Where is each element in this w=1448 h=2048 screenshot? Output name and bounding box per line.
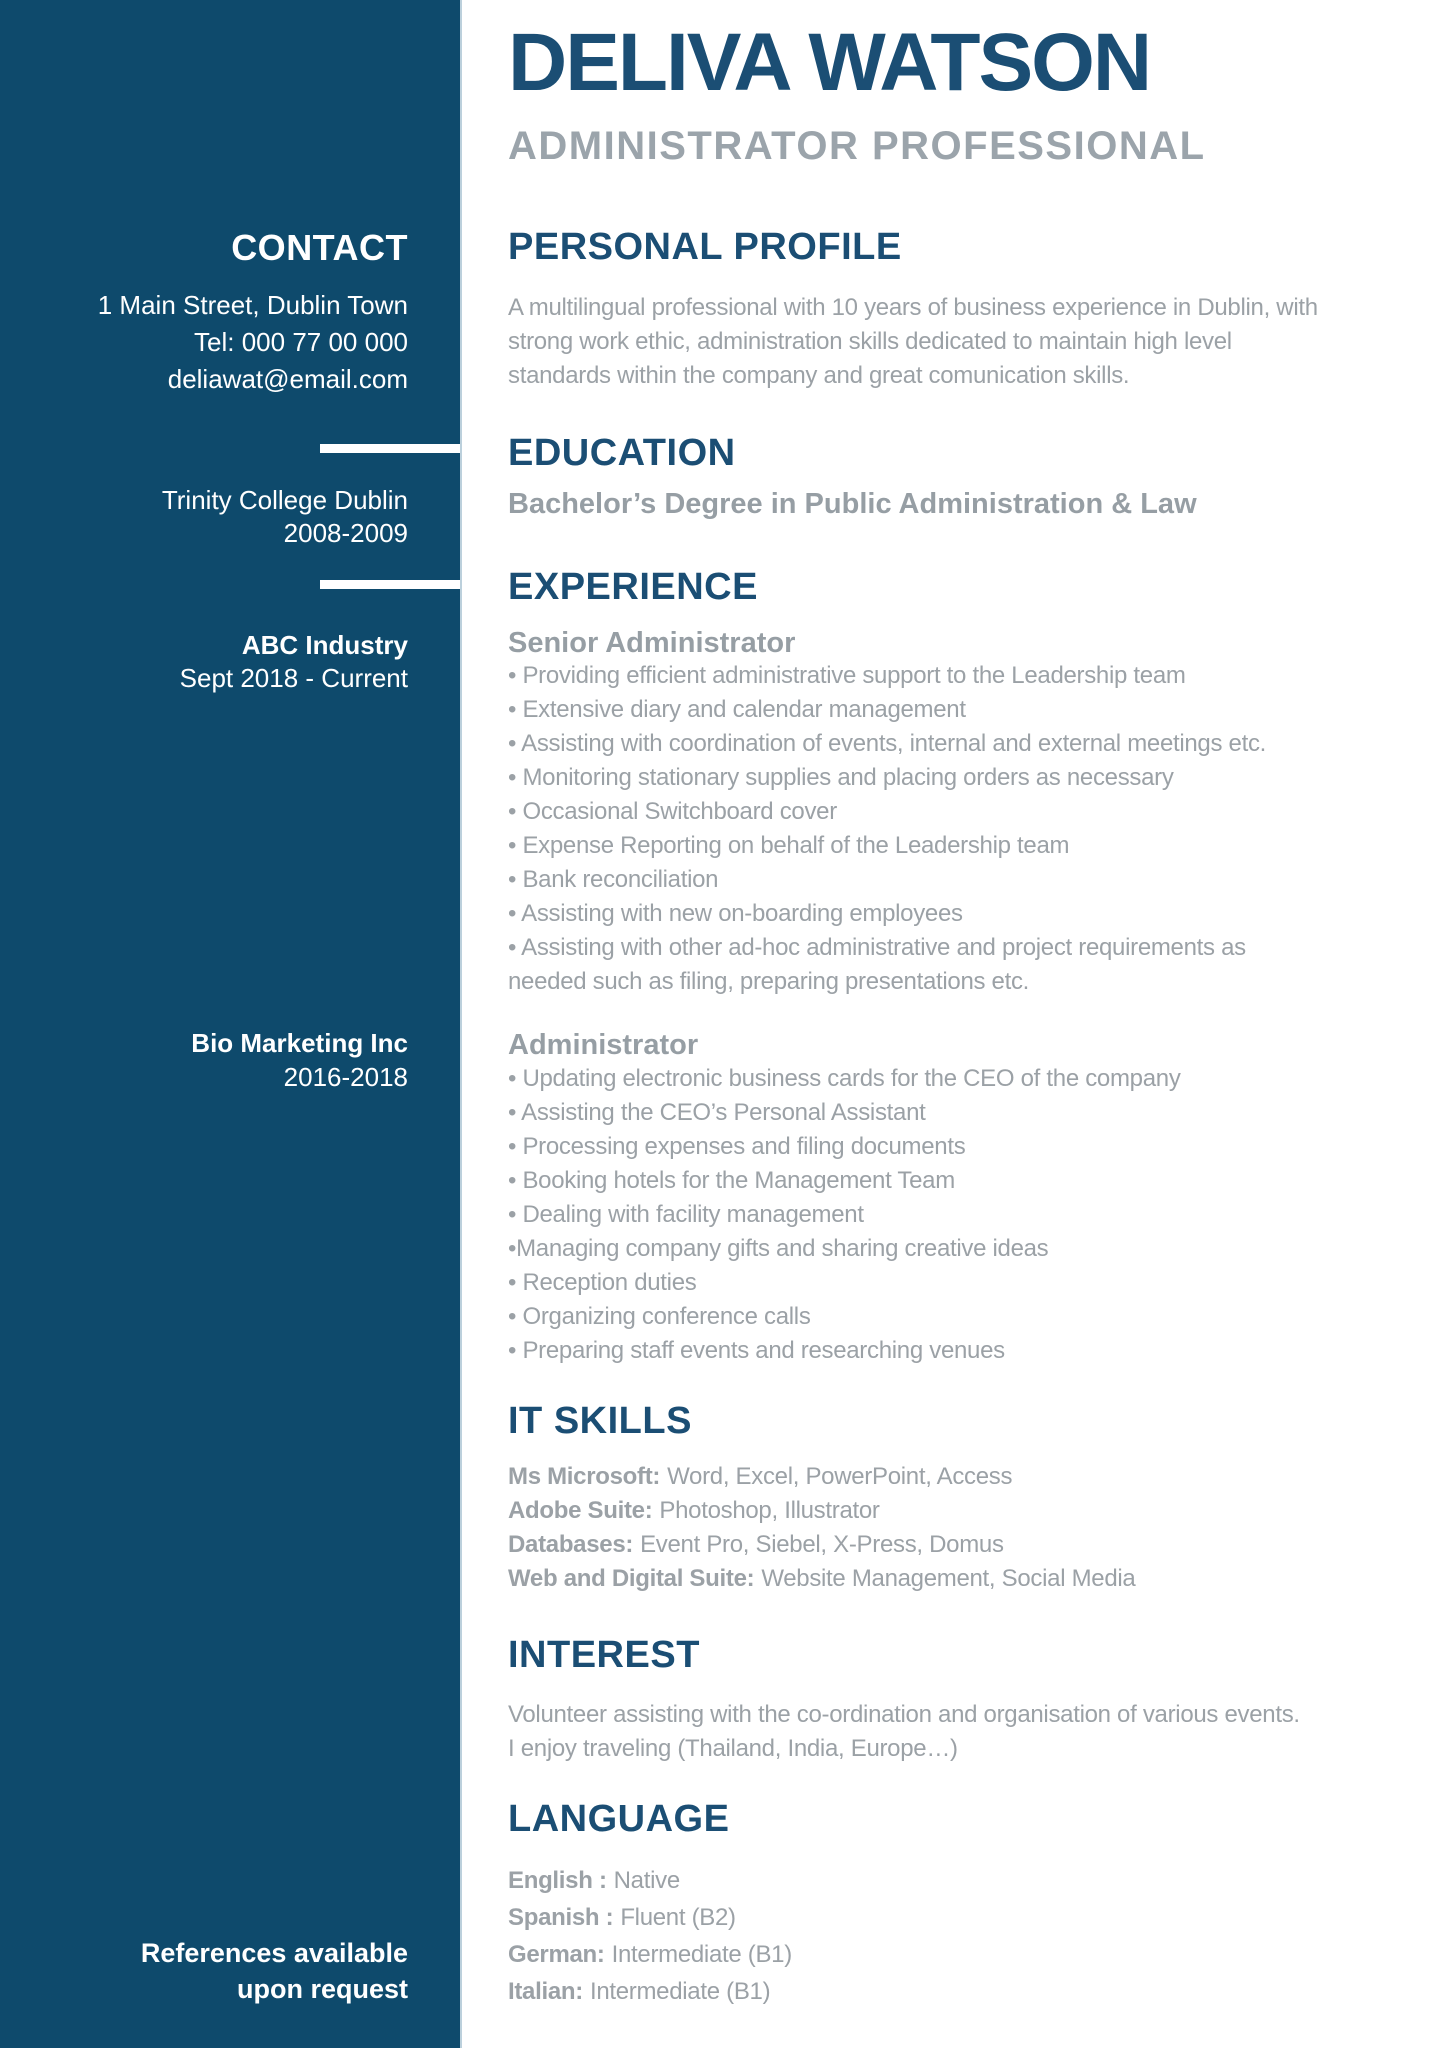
bullet-line: needed such as filing, preparing presentations etc. — [508, 968, 1030, 995]
sidebar — [0, 0, 462, 2048]
job-bullet-list — [508, 1062, 1181, 1368]
bullet-line: • Bank reconciliation — [508, 866, 719, 893]
bullet-line: • Providing efficient administrative support to the Leadership team — [508, 662, 1186, 689]
skill-label: Ms Microsoft: — [508, 1463, 661, 1490]
job-title: Administrator — [508, 1029, 699, 1061]
contact-heading: CONTACT — [231, 227, 408, 268]
sidebar-education-block — [162, 484, 408, 550]
job-period: Sept 2018 - Current — [179, 663, 408, 693]
bullet-line: • Occasional Switchboard cover — [508, 798, 837, 825]
person-name: DELIVA WATSON — [508, 17, 1151, 108]
bullet-line: • Expense Reporting on behalf of the Leadership team — [508, 832, 1070, 859]
bullet-line: • Assisting with other ad-hoc administrative and project requirements as — [508, 934, 1246, 961]
language-list — [508, 1862, 792, 2010]
job-period: 2016-2018 — [283, 1062, 408, 1092]
skill-value: Photoshop, Illustrator — [659, 1497, 880, 1524]
language-item — [508, 1936, 792, 1973]
bullet-line: • Assisting with new on-boarding employees — [508, 900, 963, 927]
profile-line: standards within the company and great comunication skills. — [508, 362, 1130, 389]
contact-address-line: 1 Main Street, Dublin Town — [97, 290, 408, 320]
bullet-line: • Assisting with coordination of events, internal and external meetings etc. — [508, 730, 1267, 757]
sidebar-job-block — [180, 629, 408, 695]
job-company: ABC Industry — [241, 630, 408, 660]
bullet-line: • Dealing with facility management — [508, 1201, 864, 1228]
language-label: Italian: — [508, 1978, 583, 2005]
section-heading-language: LANGUAGE — [508, 1798, 730, 1840]
section-heading-experience: EXPERIENCE — [508, 566, 758, 608]
language-value: Intermediate (B1) — [589, 1978, 771, 2005]
sidebar-job-block — [191, 1026, 408, 1094]
language-label: German: — [508, 1941, 605, 1968]
references-line: upon request — [236, 1974, 408, 2004]
skill-item — [508, 1528, 1135, 1562]
bullet-line: • Updating electronic business cards for the CEO of the company — [508, 1065, 1181, 1092]
job-bullet-list — [508, 659, 1266, 999]
skill-item — [508, 1562, 1135, 1596]
interest-line: Volunteer assisting with the co-ordination and organisation of various events. — [508, 1701, 1300, 1728]
bullet-line: • Processing expenses and filing documents — [508, 1133, 966, 1160]
bullet-line: •Managing company gifts and sharing creative ideas — [508, 1235, 1049, 1262]
references-line: References available — [140, 1938, 408, 1968]
contact-address — [98, 287, 408, 398]
skill-item — [508, 1494, 1135, 1528]
interest-paragraph — [508, 1698, 1300, 1766]
bullet-line: • Monitoring stationary supplies and placing orders as necessary — [508, 764, 1174, 791]
section-heading-interest: INTEREST — [508, 1634, 700, 1676]
education-years: 2008-2009 — [283, 518, 408, 548]
language-value: Native — [613, 1867, 680, 1894]
language-value: Fluent (B2) — [620, 1904, 736, 1931]
skill-label: Web and Digital Suite: — [508, 1565, 755, 1592]
language-label: English : — [508, 1867, 607, 1894]
main-content — [508, 0, 1448, 2048]
language-item — [508, 1862, 792, 1899]
skill-value: Website Management, Social Media — [761, 1565, 1136, 1592]
section-heading-personal-profile: PERSONAL PROFILE — [508, 226, 902, 268]
section-heading-education: EDUCATION — [508, 432, 736, 474]
it-skills-list — [508, 1460, 1135, 1596]
bullet-line: • Extensive diary and calendar management — [508, 696, 966, 723]
language-value: Intermediate (B1) — [611, 1941, 792, 1968]
profile-line: strong work ethic, administration skills dedicated to maintain high level — [508, 328, 1232, 355]
job-company: Bio Marketing Inc — [191, 1028, 408, 1058]
contact-email-line: deliawat@email.com — [167, 364, 408, 394]
profile-line: A multilingual professional with 10 years of business experience in Dublin, with — [508, 294, 1318, 321]
skill-value: Word, Excel, PowerPoint, Access — [667, 1463, 1013, 1490]
person-job-title: ADMINISTRATOR PROFESSIONAL — [508, 124, 1206, 168]
education-school: Trinity College Dublin — [161, 485, 408, 515]
profile-paragraph — [508, 291, 1318, 393]
bullet-line: • Booking hotels for the Management Team — [508, 1167, 955, 1194]
sidebar-divider — [320, 444, 460, 453]
bullet-line: • Assisting the CEO’s Personal Assistant — [508, 1099, 926, 1126]
section-heading-it-skills: IT SKILLS — [508, 1400, 692, 1442]
skill-label: Adobe Suite: — [508, 1497, 653, 1524]
education-degree: Bachelor’s Degree in Public Administration & Law — [508, 488, 1197, 520]
references-note — [141, 1935, 408, 2007]
sidebar-divider — [320, 580, 460, 589]
bullet-line: • Reception duties — [508, 1269, 697, 1296]
bullet-line: • Preparing staff events and researching venues — [508, 1337, 1005, 1364]
language-label: Spanish : — [508, 1904, 614, 1931]
contact-phone-line: Tel: 000 77 00 000 — [194, 327, 408, 357]
skill-label: Databases: — [508, 1531, 634, 1558]
skill-item — [508, 1460, 1135, 1494]
skill-value: Event Pro, Siebel, X-Press, Domus — [640, 1531, 1004, 1558]
job-title: Senior Administrator — [508, 627, 796, 659]
interest-line: I enjoy traveling (Thailand, India, Europe…) — [508, 1735, 958, 1762]
bullet-line: • Organizing conference calls — [508, 1303, 811, 1330]
language-item — [508, 1899, 792, 1936]
language-item — [508, 1973, 792, 2010]
